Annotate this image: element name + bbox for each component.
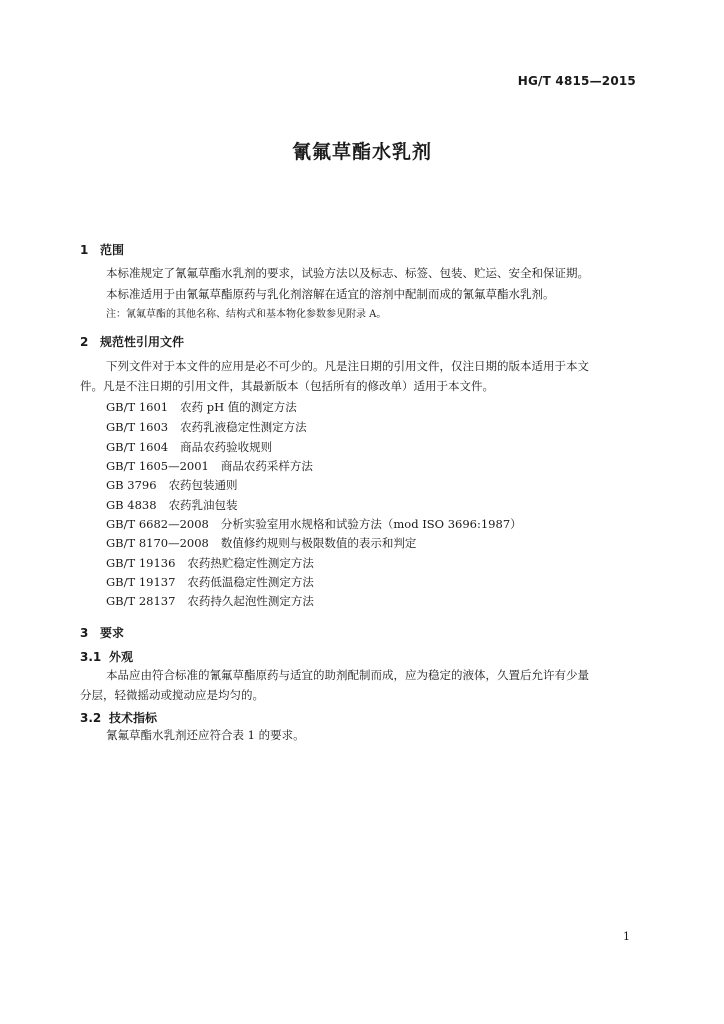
section-number: 3 bbox=[80, 626, 89, 640]
page-title: 氰氟草酯水乳剂 bbox=[291, 141, 432, 163]
reference-code: GB 4838 bbox=[106, 498, 157, 512]
subsection-3-2-heading bbox=[80, 709, 157, 726]
section-number: 2 bbox=[80, 335, 89, 349]
reference-title: 商品农药采样方法 bbox=[220, 459, 313, 473]
reference-item bbox=[106, 419, 307, 435]
reference-code: GB/T 1605—2001 bbox=[106, 459, 209, 473]
reference-item bbox=[106, 399, 297, 415]
scope-paragraph-1: 本标准规定了氰氟草酯水乳剂的要求，试验方法以及标志、标签、包装、贮运、安全和保证期。 bbox=[106, 266, 589, 280]
page-number: 1 bbox=[623, 930, 630, 943]
reference-code: GB/T 1603 bbox=[106, 420, 169, 434]
section-title: 规范性引用文件 bbox=[100, 335, 185, 349]
section-title: 范围 bbox=[100, 243, 125, 257]
reference-item bbox=[106, 593, 314, 609]
reference-code: GB/T 28137 bbox=[106, 594, 176, 608]
reference-title: 农药 pH 值的测定方法 bbox=[180, 400, 297, 414]
reference-code: GB/T 6682—2008 bbox=[106, 517, 209, 531]
section-number: 1 bbox=[80, 243, 89, 257]
reference-title: 数值修约规则与极限数值的表示和判定 bbox=[220, 536, 417, 550]
subsection-number: 3.2 bbox=[80, 711, 102, 725]
refs-intro-line-2: 件。凡是不注日期的引用文件，其最新版本（包括所有的修改单）适用于本文件。 bbox=[80, 379, 494, 393]
reference-title: 农药持久起泡性测定方法 bbox=[187, 594, 314, 608]
reference-code: GB/T 1601 bbox=[106, 400, 169, 414]
reference-title: 农药低温稳定性测定方法 bbox=[187, 575, 314, 589]
reference-code: GB/T 1604 bbox=[106, 440, 169, 454]
reference-title: 商品农药验收规则 bbox=[180, 440, 273, 454]
reference-code: GB/T 19137 bbox=[106, 575, 176, 589]
reference-title: 农药热贮稳定性测定方法 bbox=[187, 556, 314, 570]
appearance-line-2: 分层，轻微摇动或搅动应是均匀的。 bbox=[80, 688, 264, 702]
scope-paragraph-2: 本标准适用于由氰氟草酯原药与乳化剂溶解在适宜的溶剂中配制而成的氰氟草酯水乳剂。 bbox=[106, 287, 555, 301]
section-2-heading bbox=[80, 333, 184, 350]
reference-item bbox=[106, 497, 238, 513]
refs-intro-line-1: 下列文件对于本文件的应用是必不可少的。凡是注日期的引用文件，仅注日期的版本适用于本文 bbox=[106, 359, 589, 373]
subsection-number: 3.1 bbox=[80, 650, 102, 664]
reference-code: GB/T 19136 bbox=[106, 556, 176, 570]
reference-item bbox=[106, 516, 522, 532]
scope-note: 注：氰氟草酯的其他名称、结构式和基本物化参数参见附录 A。 bbox=[106, 309, 387, 320]
subsection-title: 外观 bbox=[109, 650, 134, 664]
tech-spec-line-1: 氰氟草酯水乳剂还应符合表 1 的要求。 bbox=[106, 728, 305, 742]
reference-title: 农药包装通则 bbox=[168, 478, 238, 492]
reference-item bbox=[106, 574, 314, 590]
section-3-heading bbox=[80, 624, 124, 641]
reference-title: 分析实验室用水规格和试验方法（mod ISO 3696:1987） bbox=[220, 517, 522, 531]
reference-item bbox=[106, 555, 314, 571]
reference-item bbox=[106, 535, 416, 551]
section-title: 要求 bbox=[100, 626, 125, 640]
subsection-3-1-heading bbox=[80, 648, 133, 665]
standard-code: HG/T 4815—2015 bbox=[517, 74, 636, 88]
appearance-line-1: 本品应由符合标准的氰氟草酯原药与适宜的助剂配制而成，应为稳定的液体，久置后允许有少量 bbox=[106, 668, 589, 682]
reference-code: GB/T 8170—2008 bbox=[106, 536, 209, 550]
reference-title: 农药乳液稳定性测定方法 bbox=[180, 420, 307, 434]
reference-code: GB 3796 bbox=[106, 478, 157, 492]
reference-item bbox=[106, 458, 313, 474]
reference-item bbox=[106, 477, 238, 493]
section-1-heading bbox=[80, 241, 124, 258]
subsection-title: 技术指标 bbox=[109, 711, 158, 725]
reference-title: 农药乳油包装 bbox=[168, 498, 238, 512]
reference-item bbox=[106, 439, 272, 455]
